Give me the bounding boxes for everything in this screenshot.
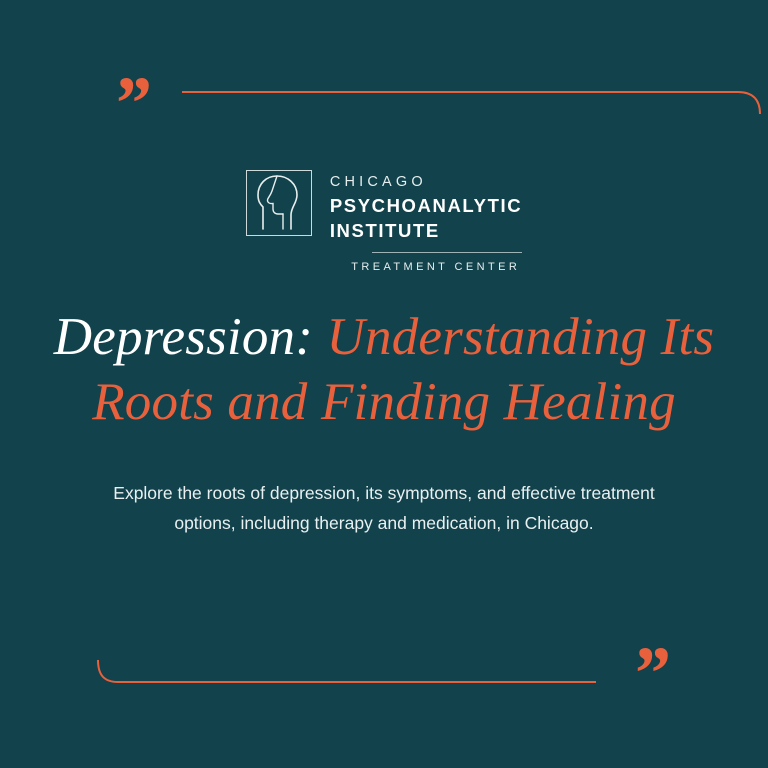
logo-line-chicago: CHICAGO	[329, 174, 427, 190]
headline-part-one: Depression:	[53, 308, 314, 366]
headline-part-two: Understanding Its Roots and Finding Healing	[92, 308, 715, 431]
logo-line-institute: INSTITUTE	[329, 220, 440, 241]
bottom-divider-line	[96, 658, 590, 684]
quote-mark-icon: ”	[631, 632, 666, 716]
head-profile-icon	[246, 170, 312, 236]
logo-divider	[372, 252, 522, 253]
page-subtitle: Explore the roots of depression, its symptoms, and effective treatment options, including therapy and medication, in Chicago.	[113, 483, 655, 534]
logo-line-psychoanalytic: PSYCHOANALYTIC	[329, 195, 523, 216]
quote-mark-icon: ”	[112, 62, 147, 146]
logo-line-treatment-center: TREATMENT CENTER	[351, 261, 521, 273]
top-decoration	[96, 62, 680, 146]
page-title	[40, 305, 728, 434]
brand-logo	[0, 170, 768, 273]
top-divider-line	[182, 90, 680, 116]
bottom-decoration	[96, 632, 680, 716]
